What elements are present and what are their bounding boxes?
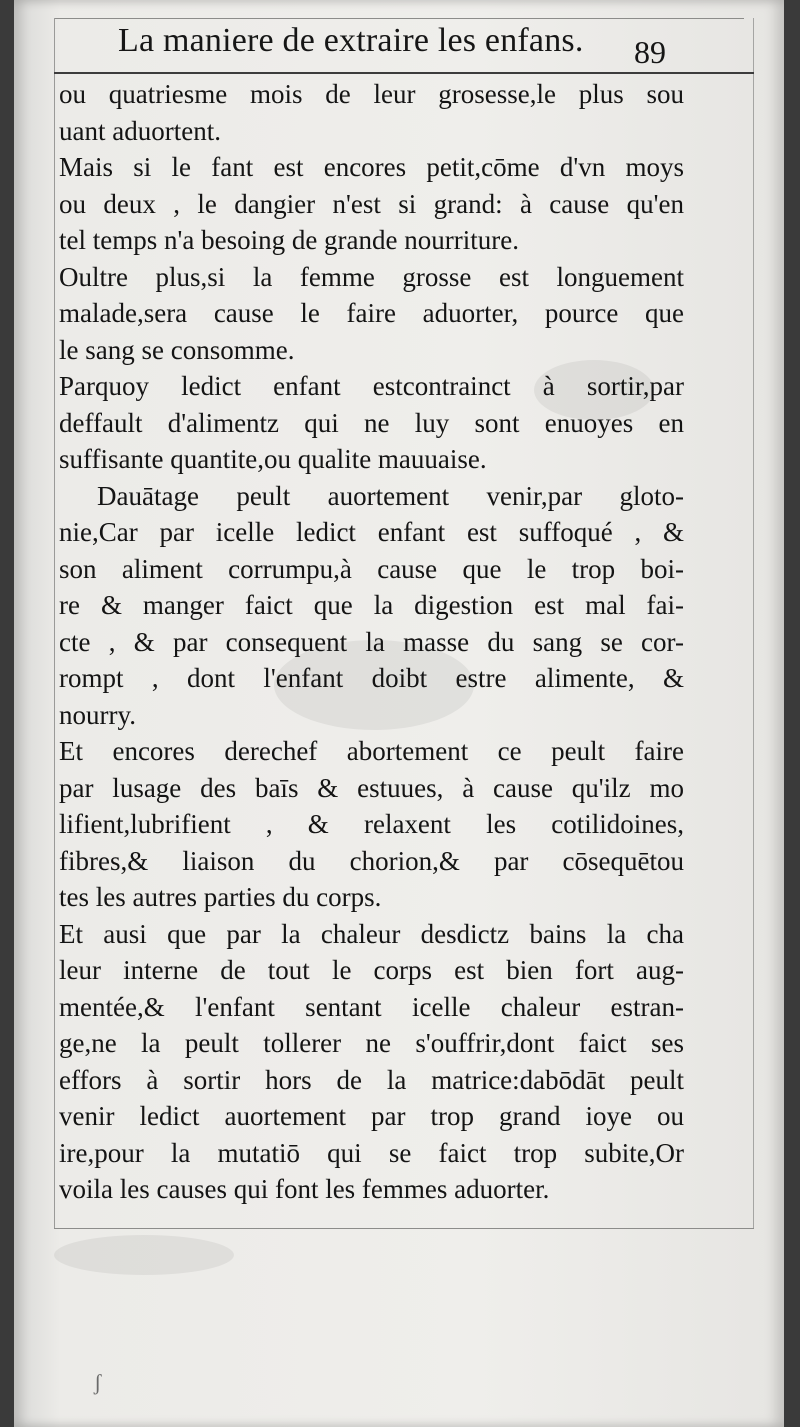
text-line: effors à sortir hors de la matrice:dabōdāt peult (59, 1064, 684, 1095)
text-line: nourry. (59, 699, 136, 730)
text-line: ou quatriesme mois de leur grosesse,le plus sou (59, 79, 684, 109)
text-line: uant aduortent. (59, 115, 221, 146)
ink-mark: ʃ (94, 1370, 102, 1395)
text-line: ire,pour la mutatiō qui se faict trop subite,Or (59, 1137, 684, 1168)
text-line: Et ausi que par la chaleur desdictz bains la cha (59, 918, 684, 949)
page-number: 89 (634, 34, 666, 70)
text-line: suffisante quantite,ou qualite mauuaise. (59, 444, 487, 474)
header-rule (54, 72, 754, 74)
text-line: fibres,& liaison du chorion,& par cōsequētou (59, 845, 684, 876)
text-line: voila les causes qui font les femmes aduorter. (59, 1174, 550, 1204)
left-rule (54, 18, 55, 1228)
text-line: Et encores derechef abortement ce peult faire (59, 736, 684, 766)
text-line: nie,Car par icelle ledict enfant est suffoqué , & (59, 517, 684, 547)
text-line: Dauātage peult auortement venir,par gloto- (97, 480, 684, 511)
text-line: Parquoy ledict enfant estcontrainct à sortir,par (59, 371, 684, 401)
top-rule (54, 18, 744, 19)
text-line: Mais si le fant est encores petit,cōme d'vn moys (59, 152, 684, 182)
text-line: rompt , dont l'enfant doibt estre alimente, & (59, 663, 684, 693)
text-line: Oultre plus,si la femme grosse est longuement (59, 261, 684, 292)
book-page (14, 0, 784, 1427)
text-line: le sang se consomme. (59, 334, 295, 365)
text-line: deffault d'alimentz qui ne luy sont enuoyes en (59, 407, 684, 438)
right-rule (753, 18, 754, 1228)
text-line: re & manger faict que la digestion est mal fai- (59, 590, 684, 620)
text-line: son aliment corrumpu,à cause que le trop boi- (59, 553, 684, 584)
bottom-rule (54, 1228, 754, 1229)
text-line: par lusage des baīs & estuues, à cause qu'ilz mo (59, 772, 684, 803)
text-line: leur interne de tout le corps est bien fort aug- (59, 955, 684, 985)
text-line: ge,ne la peult tollerer ne s'ouffrir,dont faict ses (59, 1028, 684, 1058)
running-head: La maniere de extraire les enfans. (118, 22, 584, 59)
text-line: lifient,lubrifient , & relaxent les cotilidoines, (59, 809, 684, 839)
text-line: malade,sera cause le faire aduorter, pource que (59, 298, 684, 328)
body-text (59, 76, 684, 1208)
text-line: cte , & par consequent la masse du sang se cor- (59, 626, 684, 657)
text-line: tel temps n'a besoing de grande nourriture. (59, 225, 519, 255)
text-line: venir ledict auortement par trop grand ioye ou (59, 1101, 684, 1131)
text-line: mentée,& l'enfant sentant icelle chaleur estran- (59, 991, 684, 1022)
text-line: tes les autres parties du corps. (59, 882, 382, 912)
text-line: ou deux , le dangier n'est si grand: à cause qu'en (59, 188, 684, 219)
show-through-smudge (54, 1235, 234, 1275)
